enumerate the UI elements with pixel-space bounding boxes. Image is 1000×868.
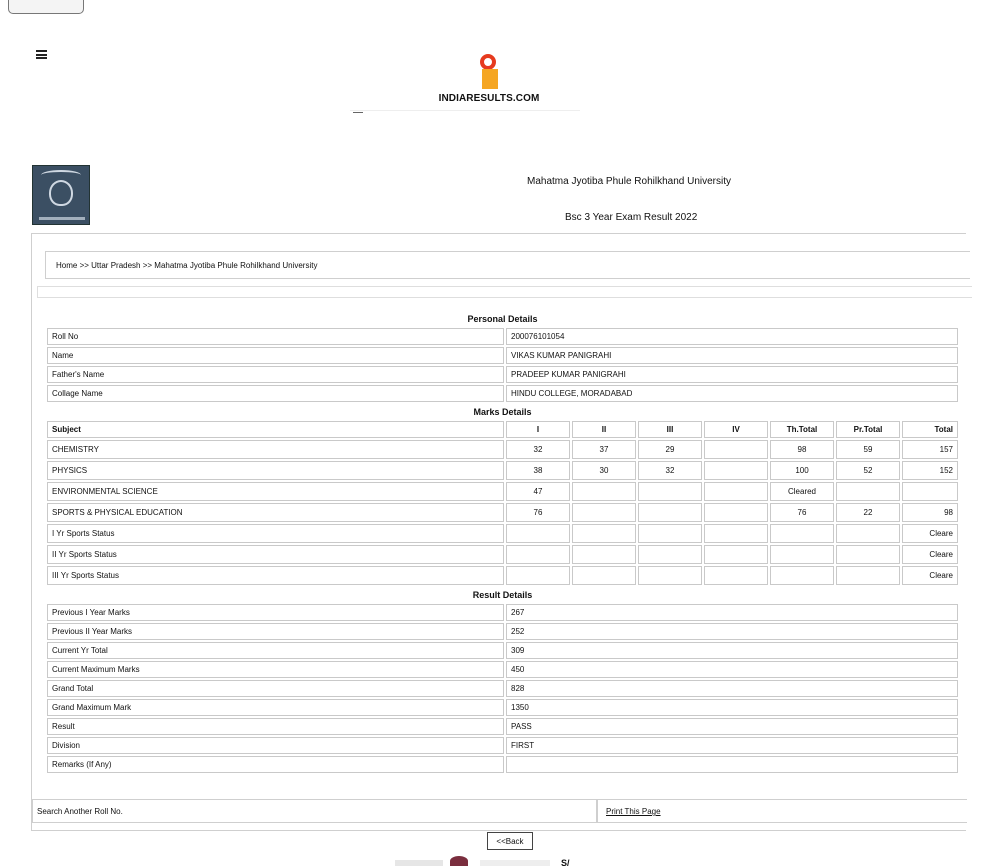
mark-cell: 37 [572, 440, 636, 459]
logo-text: INDIARESULTS.COM [438, 93, 540, 104]
detail-value: 1350 [506, 699, 958, 716]
mark-cell [704, 482, 768, 501]
marks-row [47, 545, 958, 564]
mark-cell [638, 566, 702, 585]
mark-cell [704, 461, 768, 480]
detail-label: Current Maximum Marks [47, 661, 504, 678]
detail-label: Name [47, 347, 504, 364]
mark-cell [572, 482, 636, 501]
university-name: Mahatma Jyotiba Phule Rohilkhand University [527, 176, 731, 187]
marks-row [47, 440, 958, 459]
marks-row [47, 503, 958, 522]
detail-row [47, 718, 958, 735]
subject-cell: III Yr Sports Status [47, 566, 504, 585]
detail-label: Previous I Year Marks [47, 604, 504, 621]
indiaresults-logo-icon [474, 52, 504, 92]
subject-cell: I Yr Sports Status [47, 524, 504, 543]
detail-label: Division [47, 737, 504, 754]
detail-value: 267 [506, 604, 958, 621]
search-another-cell [32, 799, 597, 823]
mark-cell [704, 566, 768, 585]
detail-label: Collage Name [47, 385, 504, 402]
detail-row [47, 347, 958, 364]
section-heading: Result Details [472, 589, 533, 600]
print-cell [597, 799, 967, 823]
marks-header-row [47, 421, 958, 438]
print-page-link[interactable]: Print This Page [606, 807, 661, 816]
detail-value: HINDU COLLEGE, MORADABAD [506, 385, 958, 402]
detail-label: Father's Name [47, 366, 504, 383]
marks-column-header: I [506, 421, 570, 438]
mark-cell: 59 [836, 440, 900, 459]
mark-cell [704, 440, 768, 459]
detail-value: 828 [506, 680, 958, 697]
mark-cell [506, 545, 570, 564]
detail-label: Grand Total [47, 680, 504, 697]
bottom-text: S/ [561, 858, 570, 868]
subject-cell: CHEMISTRY [47, 440, 504, 459]
exam-title: Bsc 3 Year Exam Result 2022 [565, 212, 698, 223]
result-table [45, 309, 960, 775]
marks-column-header: Total [902, 421, 958, 438]
mark-cell: 52 [836, 461, 900, 480]
mark-cell [638, 503, 702, 522]
detail-row [47, 623, 958, 640]
mark-cell [836, 482, 900, 501]
detail-label: Previous II Year Marks [47, 623, 504, 640]
mark-cell: 157 [902, 440, 958, 459]
subject-cell: II Yr Sports Status [47, 545, 504, 564]
hamburger-menu-icon[interactable] [36, 50, 47, 59]
marks-row [47, 566, 958, 585]
mark-cell: Cleared [770, 482, 834, 501]
mark-cell: 38 [506, 461, 570, 480]
detail-value: 200076101054 [506, 328, 958, 345]
mark-cell: 32 [638, 461, 702, 480]
detail-label: Remarks (If Any) [47, 756, 504, 773]
mark-cell: Cleare [902, 545, 958, 564]
mark-cell: 32 [506, 440, 570, 459]
detail-label: Result [47, 718, 504, 735]
mark-cell [638, 545, 702, 564]
mark-cell [836, 524, 900, 543]
mark-cell: 76 [770, 503, 834, 522]
mark-cell: 98 [770, 440, 834, 459]
mark-cell [506, 566, 570, 585]
section-heading: Marks Details [473, 406, 532, 417]
mark-cell [836, 545, 900, 564]
detail-value: 450 [506, 661, 958, 678]
detail-row [47, 737, 958, 754]
mark-cell [638, 482, 702, 501]
detail-value [506, 756, 958, 773]
detail-label: Roll No [47, 328, 504, 345]
search-another-link[interactable]: Search Another Roll No. [37, 807, 123, 816]
marks-row [47, 524, 958, 543]
detail-value: FIRST [506, 737, 958, 754]
detail-value: PRADEEP KUMAR PANIGRAHI [506, 366, 958, 383]
university-emblem [32, 165, 90, 225]
mark-cell [572, 566, 636, 585]
mark-cell [572, 524, 636, 543]
section-heading: Personal Details [467, 313, 538, 324]
marks-column-header: Subject [47, 421, 504, 438]
detail-row [47, 604, 958, 621]
mark-cell [770, 545, 834, 564]
footer-row [32, 799, 967, 823]
mark-cell: 29 [638, 440, 702, 459]
subject-cell: PHYSICS [47, 461, 504, 480]
detail-row [47, 642, 958, 659]
detail-label: Current Yr Total [47, 642, 504, 659]
detail-row [47, 366, 958, 383]
detail-row [47, 661, 958, 678]
mark-cell [902, 482, 958, 501]
detail-row [47, 680, 958, 697]
spacer-bar [37, 286, 972, 298]
marks-row [47, 461, 958, 480]
detail-row [47, 328, 958, 345]
top-button[interactable] [8, 0, 84, 14]
mark-cell [638, 524, 702, 543]
mark-cell [704, 545, 768, 564]
marks-column-header: Pr.Total [836, 421, 900, 438]
mark-cell [572, 503, 636, 522]
detail-row [47, 699, 958, 716]
mark-cell: 76 [506, 503, 570, 522]
marks-row [47, 482, 958, 501]
subject-cell: SPORTS & PHYSICAL EDUCATION [47, 503, 504, 522]
logo-underline [350, 110, 580, 111]
mark-cell: 98 [902, 503, 958, 522]
detail-value: 252 [506, 623, 958, 640]
mark-cell: 100 [770, 461, 834, 480]
mark-cell [770, 566, 834, 585]
subject-cell: ENVIRONMENTAL SCIENCE [47, 482, 504, 501]
marks-column-header: III [638, 421, 702, 438]
mark-cell [770, 524, 834, 543]
mark-cell [506, 524, 570, 543]
detail-value: VIKAS KUMAR PANIGRAHI [506, 347, 958, 364]
mark-cell: 152 [902, 461, 958, 480]
mark-cell: 47 [506, 482, 570, 501]
detail-value: PASS [506, 718, 958, 735]
detail-value: 309 [506, 642, 958, 659]
breadcrumb: Home >> Uttar Pradesh >> Mahatma Jyotiba Phule Rohilkhand University [45, 251, 970, 279]
mark-cell: 30 [572, 461, 636, 480]
mark-cell: Cleare [902, 524, 958, 543]
detail-label: Grand Maximum Mark [47, 699, 504, 716]
flower-logo-icon [450, 856, 468, 866]
mark-cell: Cleare [902, 566, 958, 585]
mark-cell: 22 [836, 503, 900, 522]
mark-cell [836, 566, 900, 585]
marks-column-header: Th.Total [770, 421, 834, 438]
detail-row [47, 385, 958, 402]
mark-cell [572, 545, 636, 564]
bottom-banner [395, 856, 585, 866]
mark-cell [704, 503, 768, 522]
marks-column-header: IV [704, 421, 768, 438]
back-button[interactable]: <<Back [487, 832, 533, 850]
site-logo[interactable] [434, 52, 544, 108]
mark-cell [704, 524, 768, 543]
detail-row [47, 756, 958, 773]
marks-column-header: II [572, 421, 636, 438]
